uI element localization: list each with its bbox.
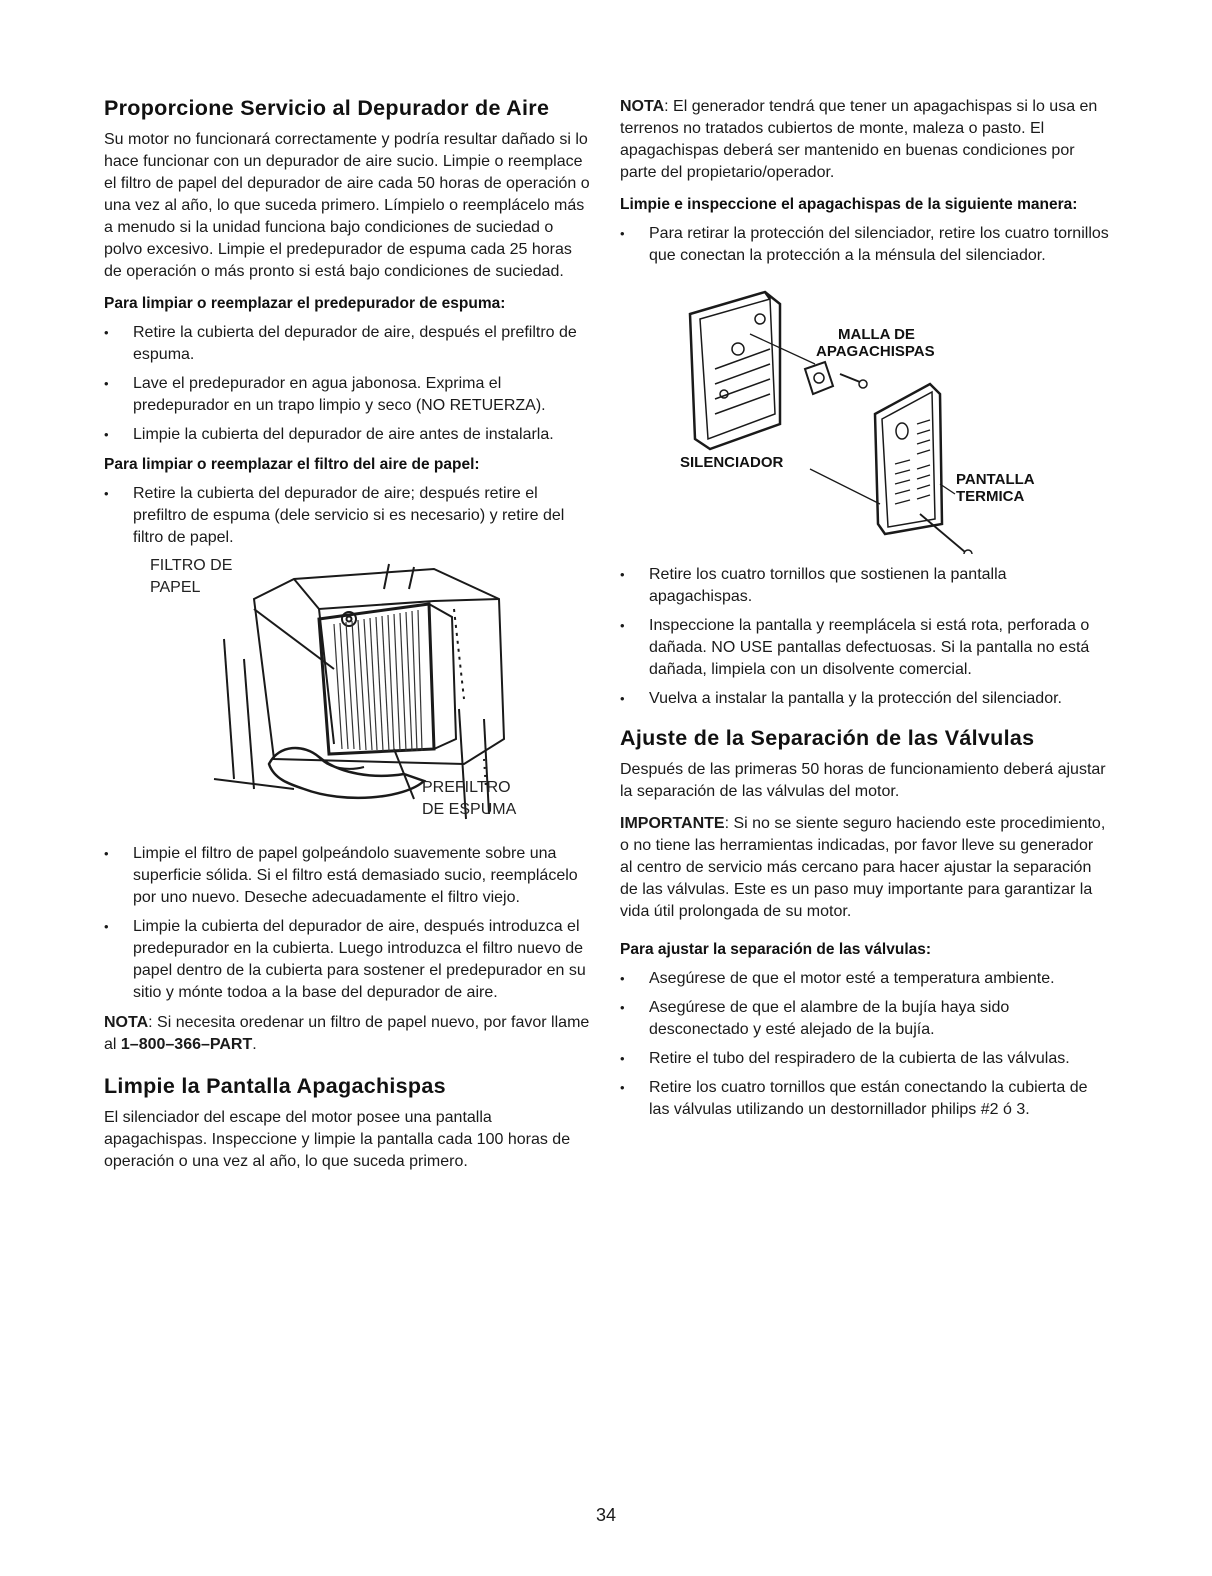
foam-prefilter-label-1: PREFILTRO [422,779,511,796]
valves-heading: Ajuste de la Separación de las Válvulas [620,726,1035,750]
valves-intro: Después de las primeras 50 horas de funcionamiento deberá ajustar la separación de las válvulas del motor. [620,761,1106,800]
page-number: 34 [595,1505,617,1525]
paper-filter-label-2: PAPEL [150,579,201,596]
foam-prefilter-label-2: DE ESPUMA [422,801,517,818]
air-cleaner-note [104,1012,594,1056]
list-item: • Retire el tubo del respiradero de la cubierta de las válvulas. [620,1048,1110,1070]
important-label: IMPORTANTE [620,815,725,832]
list-item: • Limpie la cubierta del depurador de aire, después introduzca el predepurador en la cubierta. Luego introduzca el filtro nuevo de papel dentro de la cubierta para sostener el predepurador en su sitio y mónte todoa a la base del depurador de aire. [104,916,594,1004]
note-label: NOTA [104,1014,149,1031]
clean-subheading: Limpie e inspeccione el apagachispas de la siguiente manera: [620,196,1078,213]
list-item: • Retire la cubierta del depurador de aire, después el prefiltro de espuma. [104,322,594,366]
note-phone: 1–800–366–PART [120,1036,253,1053]
list-item: • Asegúrese de que el motor esté a temperatura ambiente. [620,968,1110,990]
list-item: • Asegúrese de que el alambre de la bujía haya sido desconectado y esté alejado de la bujía. [620,997,1110,1041]
list-item: • Retire la cubierta del depurador de aire; después retire el prefiltro de espuma (dele servicio si es necesario) y retire del filtro de papel. [104,483,594,549]
heat-shield-label-1: PANTALLA [956,471,1035,488]
list-item: • Para retirar la protección del silenciador, retire los cuatro tornillos que conectan la protección a la ménsula del silenciador. [620,223,1110,267]
muffler-figure [620,274,1110,554]
heat-shield-label-2: TERMICA [956,488,1025,505]
note-end: . [252,1036,257,1053]
list-item: • Retire los cuatro tornillos que sostienen la pantalla apagachispas. [620,564,1110,608]
important-text: : Si no se siente seguro haciendo este procedimiento, o no tiene las herramientas indicadas, por favor lleve su generador al centro de servicio más cercano para hacer ajustar la separación de las válvulas. Este es un paso muy importante para garantizar la vida útil prolongada de su motor. [620,815,1106,920]
list-item: • Limpie el filtro de papel golpeándolo suavemente sobre una superficie sólida. Si el filtro está demasiado sucio, reemplácelo por uno nuevo. Deseche adecuadamente el filtro viejo. [104,843,594,909]
air-cleaner-heading: Proporcione Servicio al Depurador de Aire [104,96,550,120]
clean-steps-after [620,564,1110,710]
paper-steps-after [104,843,594,1004]
muffler-label: SILENCIADOR [680,454,784,471]
paper-steps [104,483,594,549]
list-item: • Inspeccione la pantalla y reemplácela si está rota, perforada o dañada. NO USE pantallas defectuosas. Si la pantalla no está dañada, limpiela con un disolvente comercial. [620,615,1110,681]
list-item: • Limpie la cubierta del depurador de aire antes de instalarla. [104,424,594,446]
muffler-illustration [620,274,1110,554]
air-cleaner-intro: Su motor no funcionará correctamente y podría resultar dañado si lo hace funcionar con un depurador de aire sucio. Limpie o reemplace el filtro de papel del depurador de aire cada 50 horas de operación o una vez al año, lo que suceda primero. Límpielo o reemplácelo más a menudo si la unidad funciona bajo condiciones de suciedad o polvo excesivo. Limpie el predepurador de espuma cada 25 horas de operación o más pronto si está bajo condiciones de suciedad. [104,131,590,280]
foam-steps [104,322,594,446]
list-item: • Lave el predepurador en agua jabonosa. Exprima el predepurador en un trapo limpio y seco (NO RETUERZA). [104,373,594,417]
spark-arrester-heading: Limpie la Pantalla Apagachispas [104,1074,446,1098]
screen-label-2: APAGACHISPAS [816,343,935,360]
left-column [104,96,594,1183]
adjust-subheading: Para ajustar la separación de las válvulas: [620,941,932,958]
note-label: NOTA [620,98,665,115]
spark-arrester-note [620,96,1110,184]
right-column [620,96,1110,1129]
adjust-steps [620,968,1110,1121]
list-item: • Retire los cuatro tornillos que están conectando la cubierta de las válvulas utilizando un destornillador philips #2 ó 3. [620,1077,1110,1121]
paper-subheading: Para limpiar o reemplazar el filtro del aire de papel: [104,456,480,473]
note-text: : Si necesita oredenar un filtro de papel nuevo, por favor llame al [104,1014,590,1053]
note-text: : El generador tendrá que tener un apagachispas si lo usa en terrenos no tratados cubiertos de monte, maleza o pasto. El apagachispas deberá ser mantenido en buenas condiciones por parte del propietario/operador. [620,98,1098,181]
clean-steps [620,223,1110,267]
list-item: • Vuelva a instalar la pantalla y la protección del silenciador. [620,688,1110,710]
paper-filter-label-1: FILTRO DE [150,557,233,574]
foam-subheading: Para limpiar o reemplazar el predepurador de espuma: [104,295,506,312]
screen-label-1: MALLA DE [838,326,915,343]
spark-arrester-text: El silenciador del escape del motor posee una pantalla apagachispas. Inspeccione y limpie la pantalla cada 100 horas de operación o una vez al año, lo que suceda primero. [104,1109,571,1170]
air-filter-figure [104,549,594,829]
valves-important [620,813,1110,923]
